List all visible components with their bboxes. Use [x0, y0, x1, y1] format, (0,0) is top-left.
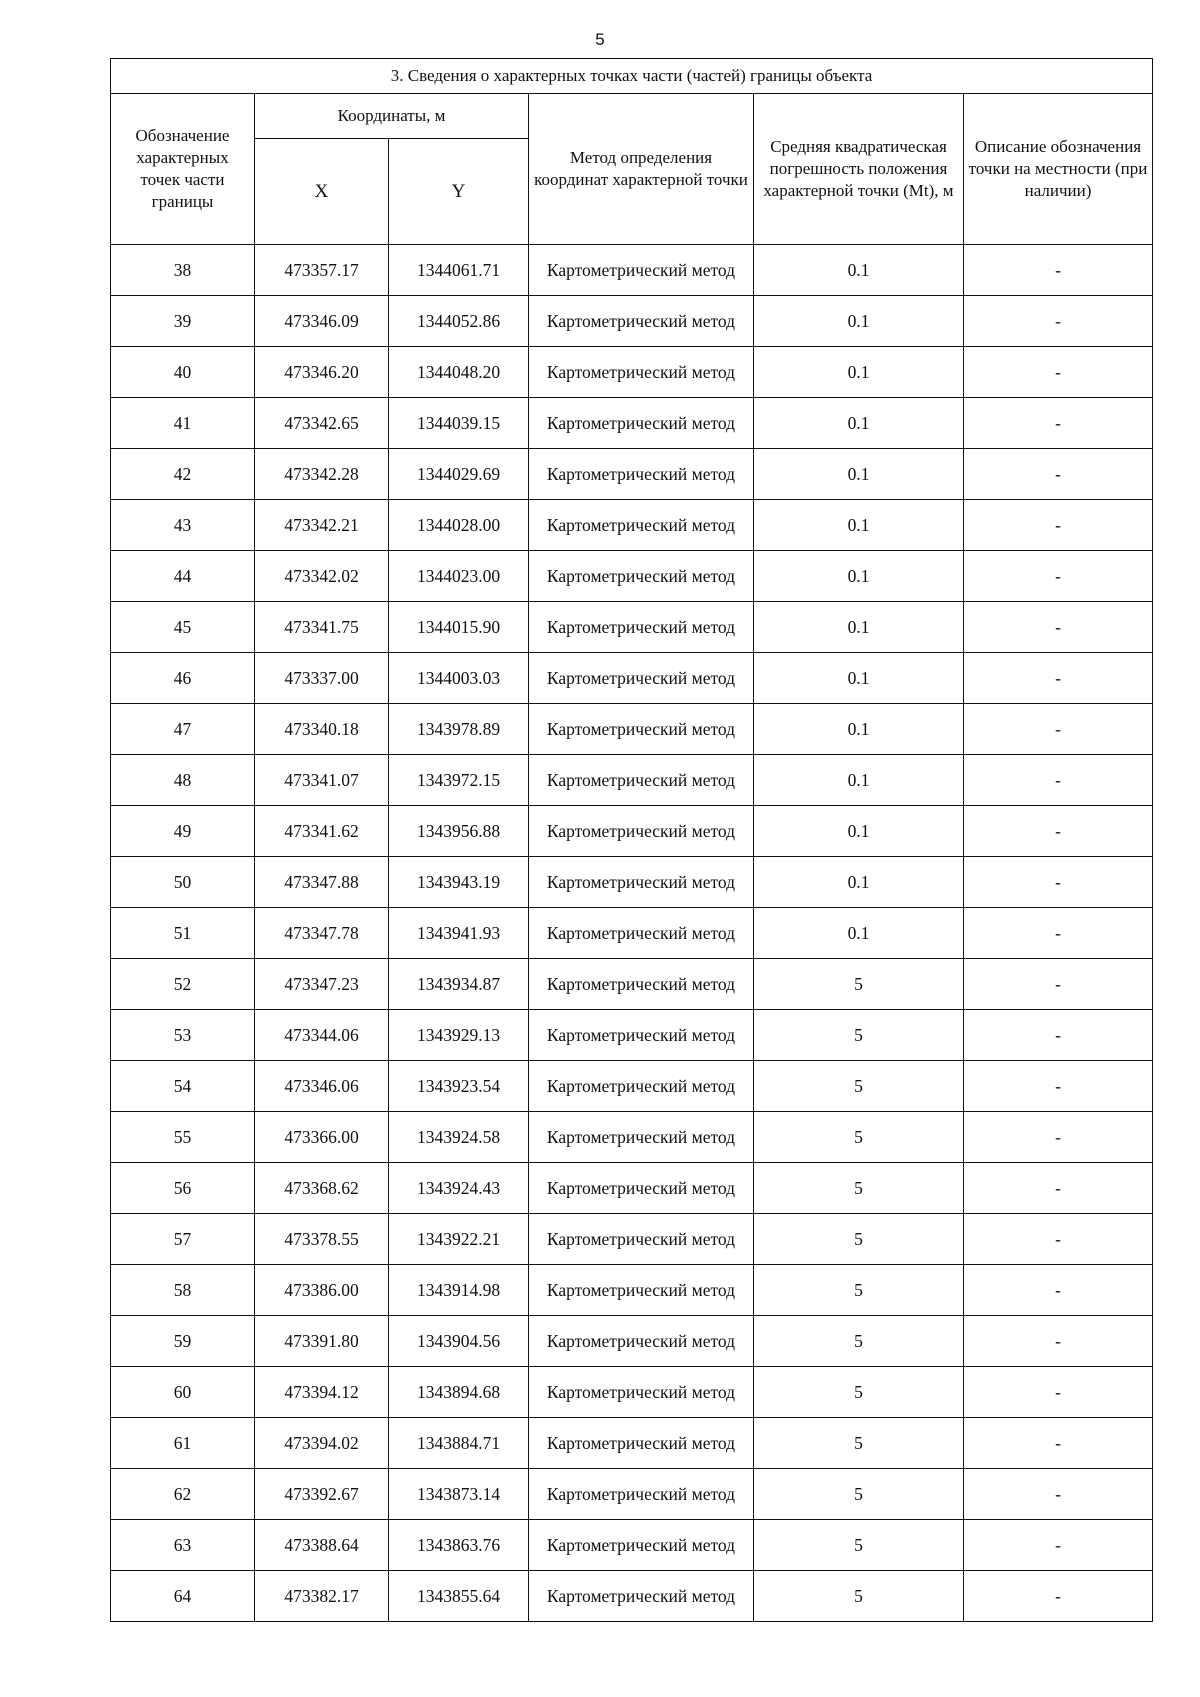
x-coordinate-cell: 473341.75 — [255, 602, 389, 653]
table-row — [111, 602, 1153, 653]
method-cell: Картометрический метод — [529, 653, 754, 704]
method-cell: Картометрический метод — [529, 1418, 754, 1469]
point-id-cell: 62 — [111, 1469, 255, 1520]
description-cell: - — [964, 806, 1153, 857]
description-cell: - — [964, 1316, 1153, 1367]
method-cell: Картометрический метод — [529, 908, 754, 959]
x-coordinate-cell: 473346.09 — [255, 296, 389, 347]
x-coordinate-cell: 473342.02 — [255, 551, 389, 602]
y-coordinate-cell: 1344003.03 — [389, 653, 529, 704]
method-cell: Картометрический метод — [529, 704, 754, 755]
x-coordinate-cell: 473386.00 — [255, 1265, 389, 1316]
description-cell: - — [964, 755, 1153, 806]
point-id-cell: 61 — [111, 1418, 255, 1469]
description-cell: - — [964, 1265, 1153, 1316]
y-coordinate-cell: 1343863.76 — [389, 1520, 529, 1571]
accuracy-cell: 5 — [754, 1520, 964, 1571]
accuracy-cell: 5 — [754, 959, 964, 1010]
method-cell: Картометрический метод — [529, 959, 754, 1010]
method-cell: Картометрический метод — [529, 398, 754, 449]
point-id-cell: 53 — [111, 1010, 255, 1061]
description-cell: - — [964, 908, 1153, 959]
x-coordinate-cell: 473337.00 — [255, 653, 389, 704]
y-coordinate-cell: 1344015.90 — [389, 602, 529, 653]
y-coordinate-cell: 1344028.00 — [389, 500, 529, 551]
x-coordinate-cell: 473394.12 — [255, 1367, 389, 1418]
method-cell: Картометрический метод — [529, 1163, 754, 1214]
description-cell: - — [964, 1367, 1153, 1418]
point-id-cell: 59 — [111, 1316, 255, 1367]
description-cell: - — [964, 347, 1153, 398]
accuracy-cell: 5 — [754, 1571, 964, 1622]
point-id-cell: 43 — [111, 500, 255, 551]
x-coordinate-cell: 473342.21 — [255, 500, 389, 551]
description-cell: - — [964, 653, 1153, 704]
x-coordinate-cell: 473392.67 — [255, 1469, 389, 1520]
accuracy-cell: 5 — [754, 1214, 964, 1265]
description-cell: - — [964, 500, 1153, 551]
table-row — [111, 1265, 1153, 1316]
section-title: 3. Сведения о характерных точках части (частей) границы объекта — [111, 59, 1153, 94]
y-coordinate-cell: 1343922.21 — [389, 1214, 529, 1265]
point-id-cell: 40 — [111, 347, 255, 398]
accuracy-cell: 0.1 — [754, 602, 964, 653]
point-id-cell: 42 — [111, 449, 255, 500]
accuracy-cell: 0.1 — [754, 908, 964, 959]
point-id-cell: 47 — [111, 704, 255, 755]
method-cell: Картометрический метод — [529, 1265, 754, 1316]
method-cell: Картометрический метод — [529, 1061, 754, 1112]
x-coordinate-cell: 473366.00 — [255, 1112, 389, 1163]
header-x: X — [255, 139, 389, 245]
accuracy-cell: 5 — [754, 1265, 964, 1316]
table-row — [111, 245, 1153, 296]
x-coordinate-cell: 473382.17 — [255, 1571, 389, 1622]
accuracy-cell: 0.1 — [754, 755, 964, 806]
table-row — [111, 1163, 1153, 1214]
point-id-cell: 39 — [111, 296, 255, 347]
method-cell: Картометрический метод — [529, 1571, 754, 1622]
method-cell: Картометрический метод — [529, 857, 754, 908]
method-cell: Картометрический метод — [529, 296, 754, 347]
accuracy-cell: 5 — [754, 1010, 964, 1061]
table-row — [111, 1571, 1153, 1622]
method-cell: Картометрический метод — [529, 1520, 754, 1571]
accuracy-cell: 0.1 — [754, 296, 964, 347]
accuracy-cell: 0.1 — [754, 347, 964, 398]
y-coordinate-cell: 1343956.88 — [389, 806, 529, 857]
y-coordinate-cell: 1343934.87 — [389, 959, 529, 1010]
x-coordinate-cell: 473347.23 — [255, 959, 389, 1010]
table-row — [111, 449, 1153, 500]
table-row — [111, 959, 1153, 1010]
accuracy-cell: 0.1 — [754, 551, 964, 602]
method-cell: Картометрический метод — [529, 1112, 754, 1163]
table-row — [111, 755, 1153, 806]
table-body — [111, 245, 1153, 1622]
method-cell: Картометрический метод — [529, 755, 754, 806]
method-cell: Картометрический метод — [529, 602, 754, 653]
method-cell: Картометрический метод — [529, 449, 754, 500]
description-cell: - — [964, 959, 1153, 1010]
description-cell: - — [964, 602, 1153, 653]
table-row — [111, 296, 1153, 347]
table-row — [111, 1112, 1153, 1163]
y-coordinate-cell: 1344039.15 — [389, 398, 529, 449]
description-cell: - — [964, 1571, 1153, 1622]
table-row — [111, 1418, 1153, 1469]
table-row — [111, 704, 1153, 755]
table-row — [111, 347, 1153, 398]
method-cell: Картометрический метод — [529, 551, 754, 602]
x-coordinate-cell: 473347.88 — [255, 857, 389, 908]
table-row — [111, 398, 1153, 449]
x-coordinate-cell: 473342.65 — [255, 398, 389, 449]
description-cell: - — [964, 1163, 1153, 1214]
point-id-cell: 49 — [111, 806, 255, 857]
table-row — [111, 1214, 1153, 1265]
x-coordinate-cell: 473378.55 — [255, 1214, 389, 1265]
y-coordinate-cell: 1343924.43 — [389, 1163, 529, 1214]
point-id-cell: 54 — [111, 1061, 255, 1112]
point-id-cell: 56 — [111, 1163, 255, 1214]
header-coordinates: Координаты, м — [255, 94, 529, 139]
point-id-cell: 41 — [111, 398, 255, 449]
y-coordinate-cell: 1343972.15 — [389, 755, 529, 806]
table-row — [111, 1061, 1153, 1112]
x-coordinate-cell: 473344.06 — [255, 1010, 389, 1061]
table-row — [111, 1520, 1153, 1571]
y-coordinate-cell: 1343941.93 — [389, 908, 529, 959]
description-cell: - — [964, 1214, 1153, 1265]
table-row — [111, 908, 1153, 959]
description-cell: - — [964, 398, 1153, 449]
point-id-cell: 51 — [111, 908, 255, 959]
method-cell: Картометрический метод — [529, 1316, 754, 1367]
accuracy-cell: 0.1 — [754, 806, 964, 857]
table-row — [111, 1367, 1153, 1418]
description-cell: - — [964, 1112, 1153, 1163]
description-cell: - — [964, 551, 1153, 602]
y-coordinate-cell: 1344061.71 — [389, 245, 529, 296]
accuracy-cell: 0.1 — [754, 857, 964, 908]
y-coordinate-cell: 1344052.86 — [389, 296, 529, 347]
point-id-cell: 58 — [111, 1265, 255, 1316]
method-cell: Картометрический метод — [529, 500, 754, 551]
header-description: Описание обозначения точки на местности (при наличии) — [964, 94, 1153, 245]
header-method: Метод определения координат характерной точки — [529, 94, 754, 245]
accuracy-cell: 0.1 — [754, 500, 964, 551]
x-coordinate-cell: 473388.64 — [255, 1520, 389, 1571]
method-cell: Картометрический метод — [529, 806, 754, 857]
header-designation: Обозначение характерных точек части границы — [111, 94, 255, 245]
y-coordinate-cell: 1343978.89 — [389, 704, 529, 755]
accuracy-cell: 5 — [754, 1163, 964, 1214]
x-coordinate-cell: 473391.80 — [255, 1316, 389, 1367]
y-coordinate-cell: 1343914.98 — [389, 1265, 529, 1316]
description-cell: - — [964, 449, 1153, 500]
description-cell: - — [964, 245, 1153, 296]
accuracy-cell: 0.1 — [754, 653, 964, 704]
x-coordinate-cell: 473341.62 — [255, 806, 389, 857]
x-coordinate-cell: 473342.28 — [255, 449, 389, 500]
method-cell: Картометрический метод — [529, 1214, 754, 1265]
table-row — [111, 1469, 1153, 1520]
description-cell: - — [964, 1061, 1153, 1112]
accuracy-cell: 5 — [754, 1418, 964, 1469]
point-id-cell: 50 — [111, 857, 255, 908]
point-id-cell: 64 — [111, 1571, 255, 1622]
point-id-cell: 55 — [111, 1112, 255, 1163]
table-row — [111, 857, 1153, 908]
x-coordinate-cell: 473394.02 — [255, 1418, 389, 1469]
accuracy-cell: 0.1 — [754, 449, 964, 500]
x-coordinate-cell: 473347.78 — [255, 908, 389, 959]
point-id-cell: 46 — [111, 653, 255, 704]
accuracy-cell: 5 — [754, 1367, 964, 1418]
table-row — [111, 1316, 1153, 1367]
x-coordinate-cell: 473340.18 — [255, 704, 389, 755]
y-coordinate-cell: 1343929.13 — [389, 1010, 529, 1061]
characteristic-points-table — [110, 58, 1153, 1622]
method-cell: Картометрический метод — [529, 1010, 754, 1061]
table-row — [111, 653, 1153, 704]
x-coordinate-cell: 473341.07 — [255, 755, 389, 806]
accuracy-cell: 5 — [754, 1061, 964, 1112]
accuracy-cell: 0.1 — [754, 245, 964, 296]
y-coordinate-cell: 1343894.68 — [389, 1367, 529, 1418]
description-cell: - — [964, 704, 1153, 755]
header-accuracy: Средняя квадратическая погрешность положения характерной точки (Mt), м — [754, 94, 964, 245]
description-cell: - — [964, 1418, 1153, 1469]
point-id-cell: 44 — [111, 551, 255, 602]
method-cell: Картометрический метод — [529, 1367, 754, 1418]
table-row — [111, 500, 1153, 551]
y-coordinate-cell: 1343873.14 — [389, 1469, 529, 1520]
header-y: Y — [389, 139, 529, 245]
y-coordinate-cell: 1344023.00 — [389, 551, 529, 602]
y-coordinate-cell: 1344048.20 — [389, 347, 529, 398]
accuracy-cell: 0.1 — [754, 704, 964, 755]
point-id-cell: 60 — [111, 1367, 255, 1418]
y-coordinate-cell: 1343923.54 — [389, 1061, 529, 1112]
accuracy-cell: 5 — [754, 1469, 964, 1520]
x-coordinate-cell: 473357.17 — [255, 245, 389, 296]
table-row — [111, 806, 1153, 857]
y-coordinate-cell: 1343884.71 — [389, 1418, 529, 1469]
method-cell: Картометрический метод — [529, 347, 754, 398]
description-cell: - — [964, 1469, 1153, 1520]
point-id-cell: 57 — [111, 1214, 255, 1265]
x-coordinate-cell: 473346.20 — [255, 347, 389, 398]
point-id-cell: 52 — [111, 959, 255, 1010]
y-coordinate-cell: 1343924.58 — [389, 1112, 529, 1163]
point-id-cell: 45 — [111, 602, 255, 653]
x-coordinate-cell: 473368.62 — [255, 1163, 389, 1214]
x-coordinate-cell: 473346.06 — [255, 1061, 389, 1112]
page-number: 5 — [595, 30, 605, 49]
description-cell: - — [964, 1520, 1153, 1571]
method-cell: Картометрический метод — [529, 245, 754, 296]
y-coordinate-cell: 1344029.69 — [389, 449, 529, 500]
y-coordinate-cell: 1343943.19 — [389, 857, 529, 908]
accuracy-cell: 0.1 — [754, 398, 964, 449]
table-row — [111, 1010, 1153, 1061]
y-coordinate-cell: 1343855.64 — [389, 1571, 529, 1622]
accuracy-cell: 5 — [754, 1316, 964, 1367]
point-id-cell: 38 — [111, 245, 255, 296]
description-cell: - — [964, 857, 1153, 908]
table-row — [111, 551, 1153, 602]
point-id-cell: 63 — [111, 1520, 255, 1571]
y-coordinate-cell: 1343904.56 — [389, 1316, 529, 1367]
point-id-cell: 48 — [111, 755, 255, 806]
description-cell: - — [964, 1010, 1153, 1061]
accuracy-cell: 5 — [754, 1112, 964, 1163]
description-cell: - — [964, 296, 1153, 347]
method-cell: Картометрический метод — [529, 1469, 754, 1520]
